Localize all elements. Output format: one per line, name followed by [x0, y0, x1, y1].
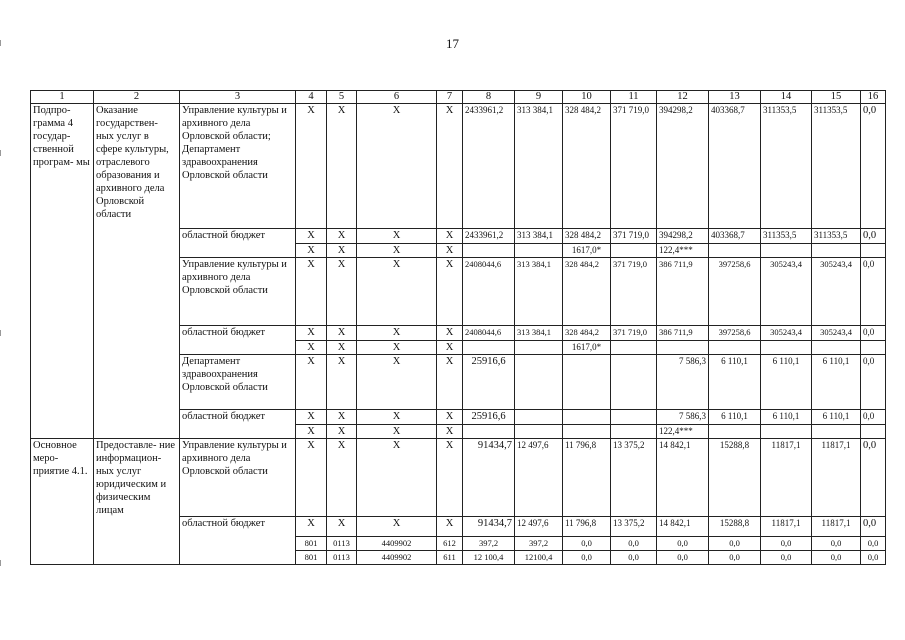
source-cell: областной бюджет [180, 410, 296, 439]
table-cell [657, 341, 709, 355]
table-cell: 7 586,3 [657, 355, 709, 410]
table-cell: 328 484,2 [563, 326, 611, 341]
table-cell: X [296, 355, 327, 410]
table-cell: X [327, 341, 357, 355]
table-cell: X [357, 341, 437, 355]
table-cell: 0,0 [812, 537, 861, 551]
table-cell: 2433961,2 [463, 229, 515, 244]
table-cell: X [357, 355, 437, 410]
table-cell: X [296, 104, 327, 229]
table-cell: 611 [437, 551, 463, 565]
table-cell: X [357, 229, 437, 244]
table-cell: X [327, 517, 357, 537]
table-cell: X [327, 244, 357, 258]
table-cell: 0,0 [657, 537, 709, 551]
header-cell: 15 [812, 91, 861, 104]
table-cell: 371 719,0 [611, 326, 657, 341]
table-cell [515, 410, 563, 425]
table-cell: 11817,1 [812, 439, 861, 517]
table-cell: 313 384,1 [515, 258, 563, 326]
table-cell: 122,4*** [657, 244, 709, 258]
executor-cell: Управление культуры и архивного дела Орловской области [180, 258, 296, 326]
table-cell [611, 410, 657, 425]
header-cell: 14 [761, 91, 812, 104]
table-cell [463, 341, 515, 355]
table-cell: X [327, 410, 357, 425]
table-cell: X [437, 229, 463, 244]
table-cell: 313 384,1 [515, 229, 563, 244]
header-cell: 12 [657, 91, 709, 104]
table-cell: 0,0 [861, 355, 886, 410]
table-cell: 397,2 [463, 537, 515, 551]
table-cell: 12 100,4 [463, 551, 515, 565]
table-cell: 11 796,8 [563, 439, 611, 517]
header-cell: 7 [437, 91, 463, 104]
table-cell: 403368,7 [709, 229, 761, 244]
table-cell [812, 341, 861, 355]
table-cell [463, 425, 515, 439]
table-cell: X [327, 425, 357, 439]
table-cell: 394298,2 [657, 104, 709, 229]
table-cell: X [327, 439, 357, 517]
table-cell: X [437, 258, 463, 326]
table-cell: 0,0 [861, 537, 886, 551]
table-cell: 371 719,0 [611, 258, 657, 326]
budget-table [30, 90, 886, 565]
table-cell: 0,0 [861, 229, 886, 244]
table-cell: 11817,1 [761, 439, 812, 517]
header-cell: 8 [463, 91, 515, 104]
executor-cell: Управление культуры и архивного дела Орловской области [180, 439, 296, 517]
header-cell: 2 [94, 91, 180, 104]
header-cell: 4 [296, 91, 327, 104]
table-cell: 0,0 [761, 551, 812, 565]
header-cell: 3 [180, 91, 296, 104]
table-cell: X [296, 229, 327, 244]
table-cell: X [327, 258, 357, 326]
table-cell: X [357, 326, 437, 341]
table-cell: 0113 [327, 551, 357, 565]
table-cell: 0,0 [563, 551, 611, 565]
executor-cell: Департамент здравоохранения Орловской области [180, 355, 296, 410]
header-cell: 1 [31, 91, 94, 104]
program-name-cell: Подпро- грамма 4 государ- ственной програм- мы [31, 104, 94, 439]
table-cell: 4409902 [357, 537, 437, 551]
table-cell [611, 341, 657, 355]
table-row [31, 439, 886, 517]
header-cell: 11 [611, 91, 657, 104]
table-cell: 6 110,1 [812, 410, 861, 425]
table-cell: 0,0 [563, 537, 611, 551]
table-cell: 1617,0* [563, 244, 611, 258]
table-cell [611, 355, 657, 410]
table-cell [861, 425, 886, 439]
table-cell: 371 719,0 [611, 104, 657, 229]
table-cell: 0,0 [657, 551, 709, 565]
table-cell: 386 711,9 [657, 326, 709, 341]
table-cell [563, 425, 611, 439]
table-cell: 397,2 [515, 537, 563, 551]
table-cell [812, 425, 861, 439]
table-cell: 12 497,6 [515, 439, 563, 517]
scan-mark [0, 150, 1, 156]
table-cell: 305243,4 [812, 258, 861, 326]
table-cell [709, 244, 761, 258]
table-cell: X [437, 517, 463, 537]
header-cell: 5 [327, 91, 357, 104]
executor-cell: Управление культуры и архивного дела Орловской области; Департамент здравоохранения Орловской области [180, 104, 296, 229]
table-cell: X [296, 517, 327, 537]
table-cell: X [437, 341, 463, 355]
header-row [31, 91, 886, 104]
page-number: 17 [446, 36, 459, 51]
table-cell: X [327, 355, 357, 410]
table-cell: 403368,7 [709, 104, 761, 229]
table-cell: 4409902 [357, 551, 437, 565]
table-cell [563, 355, 611, 410]
table-cell [515, 341, 563, 355]
table-cell: 311353,5 [812, 104, 861, 229]
table-cell: X [296, 341, 327, 355]
table-cell: 305243,4 [812, 326, 861, 341]
table-cell: X [296, 244, 327, 258]
table-cell: 2408044,6 [463, 258, 515, 326]
table-cell: 311353,5 [812, 229, 861, 244]
table-cell: X [357, 517, 437, 537]
table-cell: 6 110,1 [812, 355, 861, 410]
table-cell: X [296, 425, 327, 439]
table-cell: X [357, 244, 437, 258]
table-cell: 328 484,2 [563, 104, 611, 229]
table-cell: 7 586,3 [657, 410, 709, 425]
table-cell: 12100,4 [515, 551, 563, 565]
table-cell: 25916,6 [463, 355, 515, 410]
table-cell: 612 [437, 537, 463, 551]
measure-description-cell: Предоставле- ние информацион- ных услуг юридическим и физическим лицам [94, 439, 180, 565]
table-cell: 311353,5 [761, 104, 812, 229]
scan-mark [0, 560, 1, 566]
table-cell [515, 244, 563, 258]
header-cell: 13 [709, 91, 761, 104]
program-description-cell: Оказание государствен- ных услуг в сфере культуры, отраслевого образования и архивного дела Орловской области [94, 104, 180, 439]
table-cell [861, 341, 886, 355]
table-cell: 0,0 [861, 439, 886, 517]
table-cell: X [296, 439, 327, 517]
table-cell [861, 244, 886, 258]
table-cell [563, 410, 611, 425]
table-cell: 0,0 [812, 551, 861, 565]
table-cell: 328 484,2 [563, 229, 611, 244]
table-cell: X [296, 326, 327, 341]
table-cell: 0,0 [761, 537, 812, 551]
table-cell [812, 244, 861, 258]
table-cell [611, 425, 657, 439]
table-cell: 13 375,2 [611, 517, 657, 537]
table-cell: 311353,5 [761, 229, 812, 244]
table-cell [761, 341, 812, 355]
table-cell: 6 110,1 [761, 355, 812, 410]
table-cell: 91434,7 [463, 517, 515, 537]
table-cell: 0,0 [861, 258, 886, 326]
table-cell: 11817,1 [812, 517, 861, 537]
table-cell [515, 355, 563, 410]
table-cell: 122,4*** [657, 425, 709, 439]
table-cell: 13 375,2 [611, 439, 657, 517]
table-cell: X [437, 104, 463, 229]
table-cell [611, 244, 657, 258]
table-cell: 0,0 [611, 551, 657, 565]
table-cell: 11 796,8 [563, 517, 611, 537]
table-cell: 397258,6 [709, 326, 761, 341]
table-cell: 25916,6 [463, 410, 515, 425]
table-cell: 14 842,1 [657, 517, 709, 537]
table-cell [761, 244, 812, 258]
table-cell: 0,0 [861, 517, 886, 537]
table-cell: X [437, 410, 463, 425]
table-cell: X [357, 410, 437, 425]
table-cell: 371 719,0 [611, 229, 657, 244]
table-cell: X [327, 229, 357, 244]
table-cell: 6 110,1 [709, 355, 761, 410]
table-cell: 0,0 [861, 104, 886, 229]
table-cell: 6 110,1 [709, 410, 761, 425]
table-cell: 6 110,1 [761, 410, 812, 425]
table-cell: X [357, 425, 437, 439]
table-cell: 801 [296, 551, 327, 565]
source-cell: областной бюджет [180, 326, 296, 355]
measure-name-cell: Основное меро- приятие 4.1. [31, 439, 94, 565]
table-cell: X [357, 439, 437, 517]
table-cell: 1617,0* [563, 341, 611, 355]
table-cell: 397258,6 [709, 258, 761, 326]
header-cell: 6 [357, 91, 437, 104]
table-cell: 801 [296, 537, 327, 551]
table-cell: X [357, 104, 437, 229]
header-cell: 10 [563, 91, 611, 104]
table-cell [709, 425, 761, 439]
table-cell: 91434,7 [463, 439, 515, 517]
table-row [31, 104, 886, 229]
table-cell [515, 425, 563, 439]
table-cell: 12 497,6 [515, 517, 563, 537]
table-cell: X [437, 244, 463, 258]
table-cell: 394298,2 [657, 229, 709, 244]
table-cell: 0,0 [861, 410, 886, 425]
table-cell: 386 711,9 [657, 258, 709, 326]
table-cell: 14 842,1 [657, 439, 709, 517]
table-cell: X [327, 104, 357, 229]
table-cell: 0113 [327, 537, 357, 551]
table-cell: 15288,8 [709, 517, 761, 537]
table-cell: X [437, 439, 463, 517]
table-cell: X [437, 355, 463, 410]
header-cell: 16 [861, 91, 886, 104]
header-cell: 9 [515, 91, 563, 104]
table-cell: X [437, 425, 463, 439]
table-cell: 2408044,6 [463, 326, 515, 341]
table-cell: X [357, 258, 437, 326]
table-cell [463, 244, 515, 258]
table-cell: 328 484,2 [563, 258, 611, 326]
table-cell: 11817,1 [761, 517, 812, 537]
table-cell: 0,0 [611, 537, 657, 551]
table-cell: X [327, 326, 357, 341]
table-cell [709, 341, 761, 355]
table-cell: 0,0 [861, 326, 886, 341]
table-cell: X [296, 410, 327, 425]
table-cell: 305243,4 [761, 258, 812, 326]
table-cell: X [437, 326, 463, 341]
table-cell: 2433961,2 [463, 104, 515, 229]
scan-mark [0, 330, 1, 336]
table-cell: 313 384,1 [515, 104, 563, 229]
source-cell: областной бюджет [180, 517, 296, 565]
table-cell: 0,0 [709, 551, 761, 565]
table-cell: X [296, 258, 327, 326]
table-cell: 15288,8 [709, 439, 761, 517]
table-cell [761, 425, 812, 439]
table-cell: 0,0 [861, 551, 886, 565]
table-cell: 313 384,1 [515, 326, 563, 341]
table-cell: 0,0 [709, 537, 761, 551]
table-cell: 305243,4 [761, 326, 812, 341]
source-cell: областной бюджет [180, 229, 296, 258]
